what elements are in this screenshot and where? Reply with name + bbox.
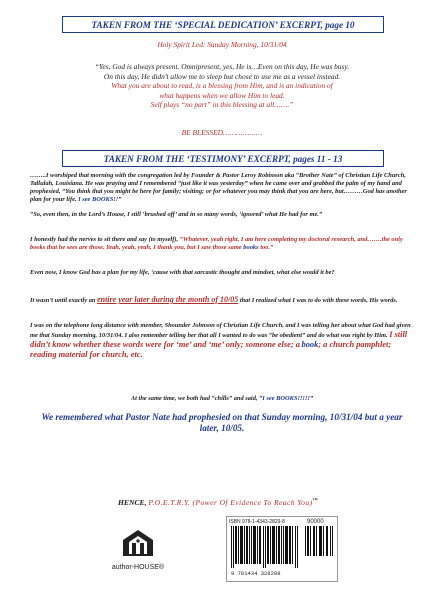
price-code: 90000 (307, 519, 324, 525)
isbn-number: ISBN 978-1-4343-2829-8 (229, 519, 285, 525)
ean-number: 9 781434 328298 (231, 570, 281, 577)
quote-line: “Yes, God is always present. Omnipresent, yes, He is…Even on this day, He was busy. (94, 62, 350, 71)
hence-line (118, 498, 318, 507)
text: At the same time, we both had “chills” and said, “ (130, 395, 263, 402)
quote-line: On this day, He didn’t allow me to sleep but chose to use me as a vessel instead. (103, 71, 341, 81)
quote-line: What you are about to read, is a blessing from Him, and is an indication of (111, 81, 333, 91)
text: I still didn’t know whether these words were for ‘me’ and ‘me’ only; someone else; a (30, 330, 408, 349)
text: I was on the telephone long distance with member, Shounder Johnson of Christian Life Church, and I was telling her about what God had given me that Sunday morning, 10/31/04. I also remember telling her that all I wanted to do was “be obedient” and do what was right by Him. (30, 322, 411, 339)
hence-label: HENCE, (118, 498, 147, 507)
quote-line: what happens when we allow Him to lead. (159, 90, 285, 100)
text: books (243, 244, 259, 251)
text: ; a church pamphlet; reading material for church, etc. (30, 340, 392, 359)
testimony-paragraph-6 (30, 322, 414, 360)
text: that I realized what I was to do with these words, His words. (239, 297, 398, 304)
text: I honestly had the nerves to sit there and say (to myself), (30, 236, 179, 243)
text: It wasn’t until exactly an (30, 297, 96, 304)
house-logo-icon (121, 528, 155, 558)
quote-line: Self plays “no part” in this blessing at all…….” (150, 100, 294, 110)
text: ” (118, 196, 122, 203)
publisher-logo (108, 528, 168, 571)
text: I see BOOKS!!!!! (262, 395, 310, 402)
price-barcode-bars (305, 526, 333, 556)
testimony-paragraph-2: “So, even then, in the Lord’s House, I still ‘brushed off’ and in so many words, ‘ignored’ what He had for me.” (30, 211, 323, 218)
testimony-header: TAKEN FROM THE ‘TESTIMONY’ EXCERPT, pages 11 - 13 (62, 150, 384, 167)
testimony-paragraph-7 (30, 395, 414, 403)
isbn-barcode (226, 516, 338, 582)
testimony-paragraph-3 (30, 236, 414, 252)
dedication-header: TAKEN FROM THE ‘SPECIAL DEDICATION’ EXCERPT, page 10 (62, 16, 384, 33)
dedication-subtitle: Holy Spirit Led: Sunday Morning, 10/31/04 (157, 40, 287, 49)
trademark: ™ (312, 498, 318, 504)
be-blessed: BE BLESSED……………… (181, 128, 263, 137)
text: ……..I worshiped that morning with the congregation led by Founder & Pastor Leroy Robinson aka “Brother Nate” of Christian Life Church, Tallulah, Louisiana. He was praying and I remembered “just like it was yesterday” when he came over and grabbed the palm of my hand and prophesied, “You think that you might be here for family; visiting; or for whatever you may think that you are here, but………God has another plan for your life. (30, 172, 407, 203)
testimony-paragraph-5 (30, 296, 414, 305)
poetry-acronym: P.O.E.T.R.Y. (Power Of Evidence To Reach You) (148, 498, 313, 507)
closing-statement: We remembered what Pastor Nate had prophesied on that Sunday morning, 10/31/04 but a year later, 10/05. (41, 412, 403, 433)
barcode-bars (231, 526, 301, 568)
text: “Whatever, yeah right, I am here completing my doctoral research, and…….the only books that he sees are those. Yeah, yeah, yeah, I thank you, but I saw those same (30, 236, 403, 251)
text: ” (309, 395, 314, 402)
text: entire year later during the month of 10/05 (97, 295, 239, 304)
publisher-name: author-HOUSE® (111, 564, 165, 571)
text: too.” (260, 244, 274, 251)
text: book (301, 340, 319, 349)
text: I see BOOKS!! (78, 196, 119, 203)
testimony-paragraph-1 (30, 172, 414, 204)
dedication-quote (20, 62, 424, 110)
testimony-paragraph-4: Even now, I know God has a plan for my life, ‘cause with that sarcastic thought and mindset, what else would it be? (30, 269, 335, 276)
